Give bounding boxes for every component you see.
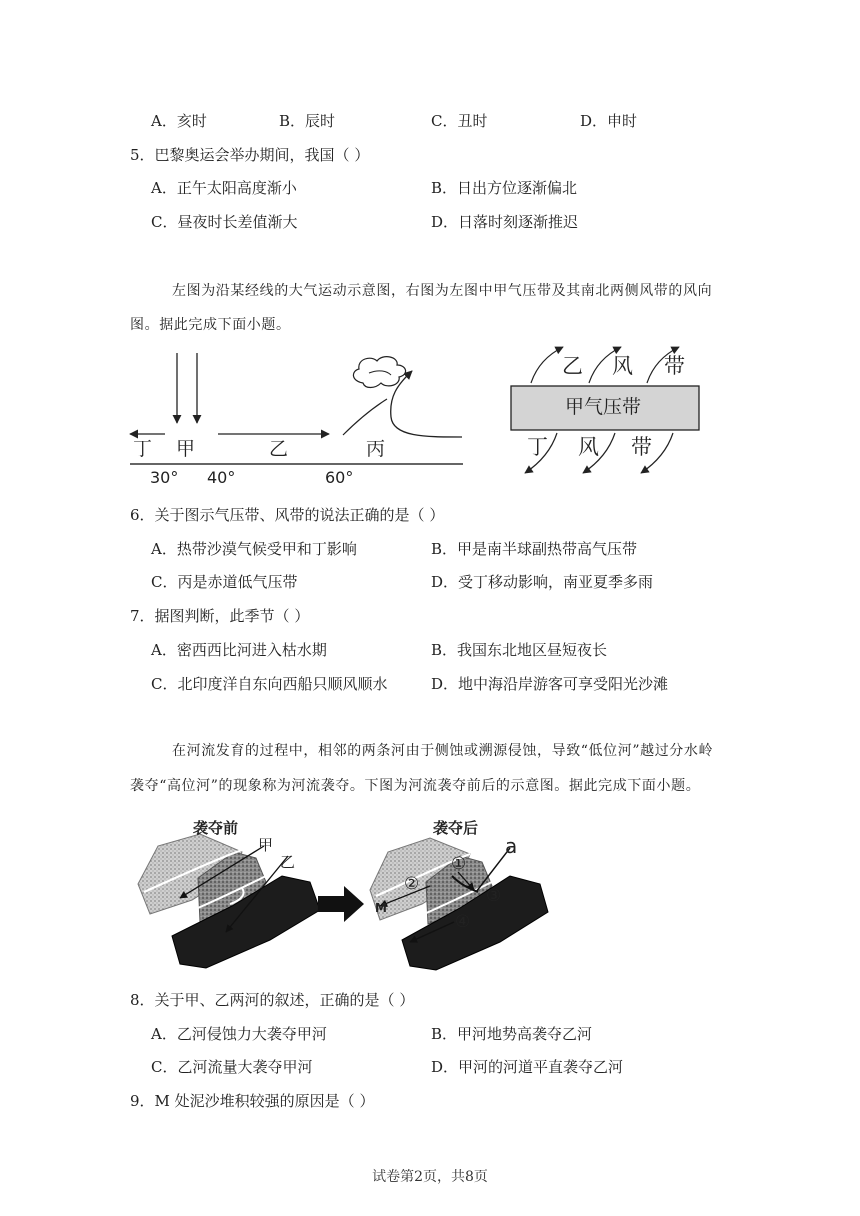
river-label-jia: 甲 [258,836,274,854]
q7-option-d: D．地中海沿岸游客可享受阳光沙滩 [431,675,669,693]
q8-option-a: A．乙河侵蚀力大袭夺甲河 [151,1025,327,1043]
fig1-label-yi: 乙 [269,438,289,460]
river-label-yi: 乙 [280,853,296,871]
q4-option-b: B．辰时 [279,112,336,130]
fig1-label-jia: 甲 [176,438,196,460]
top-label-dai: 带 [664,354,685,378]
q7-option-a: A．密西西比河进入枯水期 [151,641,327,659]
q5-option-d: D．日落时刻逐渐推迟 [431,213,579,231]
intro2-line1: 在河流发育的过程中，相邻的两条河由于侧蚀或溯源侵蚀，导致“低位河”越过分水岭 [172,743,714,759]
fig1-label-bing: 丙 [366,438,386,460]
cloud-icon [353,357,405,388]
q5-option-a: A．正午太阳高度渐小 [151,179,297,197]
lat-40: 40° [207,468,236,487]
intro1-line2: 图。据此完成下面小题。 [130,317,291,333]
marker-4: ④ [455,912,471,932]
q6-option-d: D．受丁移动影响，南亚夏季多雨 [431,573,654,591]
page-footer: 试卷第2页，共8页 [372,1169,488,1185]
bottom-label-feng: 风 [578,435,599,459]
top-label-yi: 乙 [562,354,583,378]
marker-1: ① [451,854,467,874]
marker-3: ③ [486,886,502,906]
intro2-line2: 袭夺“高位河”的现象称为河流袭夺。下图为河流袭夺前后的示意图。据此完成下面小题。 [130,778,701,794]
q7-stem: 7．据图判断，此季节（ ） [130,607,310,625]
q9-stem: 9．M 处泥沙堆积较强的原因是（ ） [130,1092,375,1110]
q7-option-b: B．我国东北地区昼短夜长 [431,641,608,659]
q6-option-b: B．甲是南半球副热带高气压带 [431,540,638,558]
q6-option-a: A．热带沙漠气候受甲和丁影响 [151,540,357,558]
q5-option-b: B．日出方位逐渐偏北 [431,179,578,197]
before-capture-title: 袭夺前 [193,819,239,837]
marker-m: M [375,901,387,915]
lat-30: 30° [150,468,179,487]
q8-option-d: D．甲河的河道平直袭夺乙河 [431,1058,624,1076]
q4-option-d: D．申时 [580,112,638,130]
q4-option-c: C．丑时 [431,112,488,130]
q5-option-c: C．昼夜时长差值渐大 [151,213,298,231]
bottom-label-ding: 丁 [527,435,548,459]
intro1-line1: 左图为沿某经线的大气运动示意图，右图为左图中甲气压带及其南北两侧风带的风向 [172,283,713,299]
after-capture-title: 袭夺后 [433,819,479,837]
top-label-feng: 风 [612,354,633,378]
q8-option-b: B．甲河地势高袭夺乙河 [431,1025,593,1043]
transition-arrow [318,886,364,922]
bottom-label-dai: 带 [631,435,652,459]
pressure-belt-title: 甲气压带 [565,396,642,418]
fig1-label-ding: 丁 [133,438,153,460]
q6-stem: 6．关于图示气压带、风带的说法正确的是（ ） [130,506,445,524]
q7-option-c: C．北印度洋自东向西船只顺风顺水 [151,675,388,693]
q8-option-c: C．乙河流量大袭夺甲河 [151,1058,313,1076]
q8-stem: 8．关于甲、乙两河的叙述，正确的是（ ） [130,991,415,1009]
q6-option-c: C．丙是赤道低气压带 [151,573,298,591]
lat-60: 60° [325,468,354,487]
q5-stem: 5．巴黎奥运会举办期间，我国（ ） [130,146,370,164]
marker-a: a [505,834,518,858]
marker-2: ② [404,874,420,894]
q4-option-a: A．亥时 [151,112,207,130]
